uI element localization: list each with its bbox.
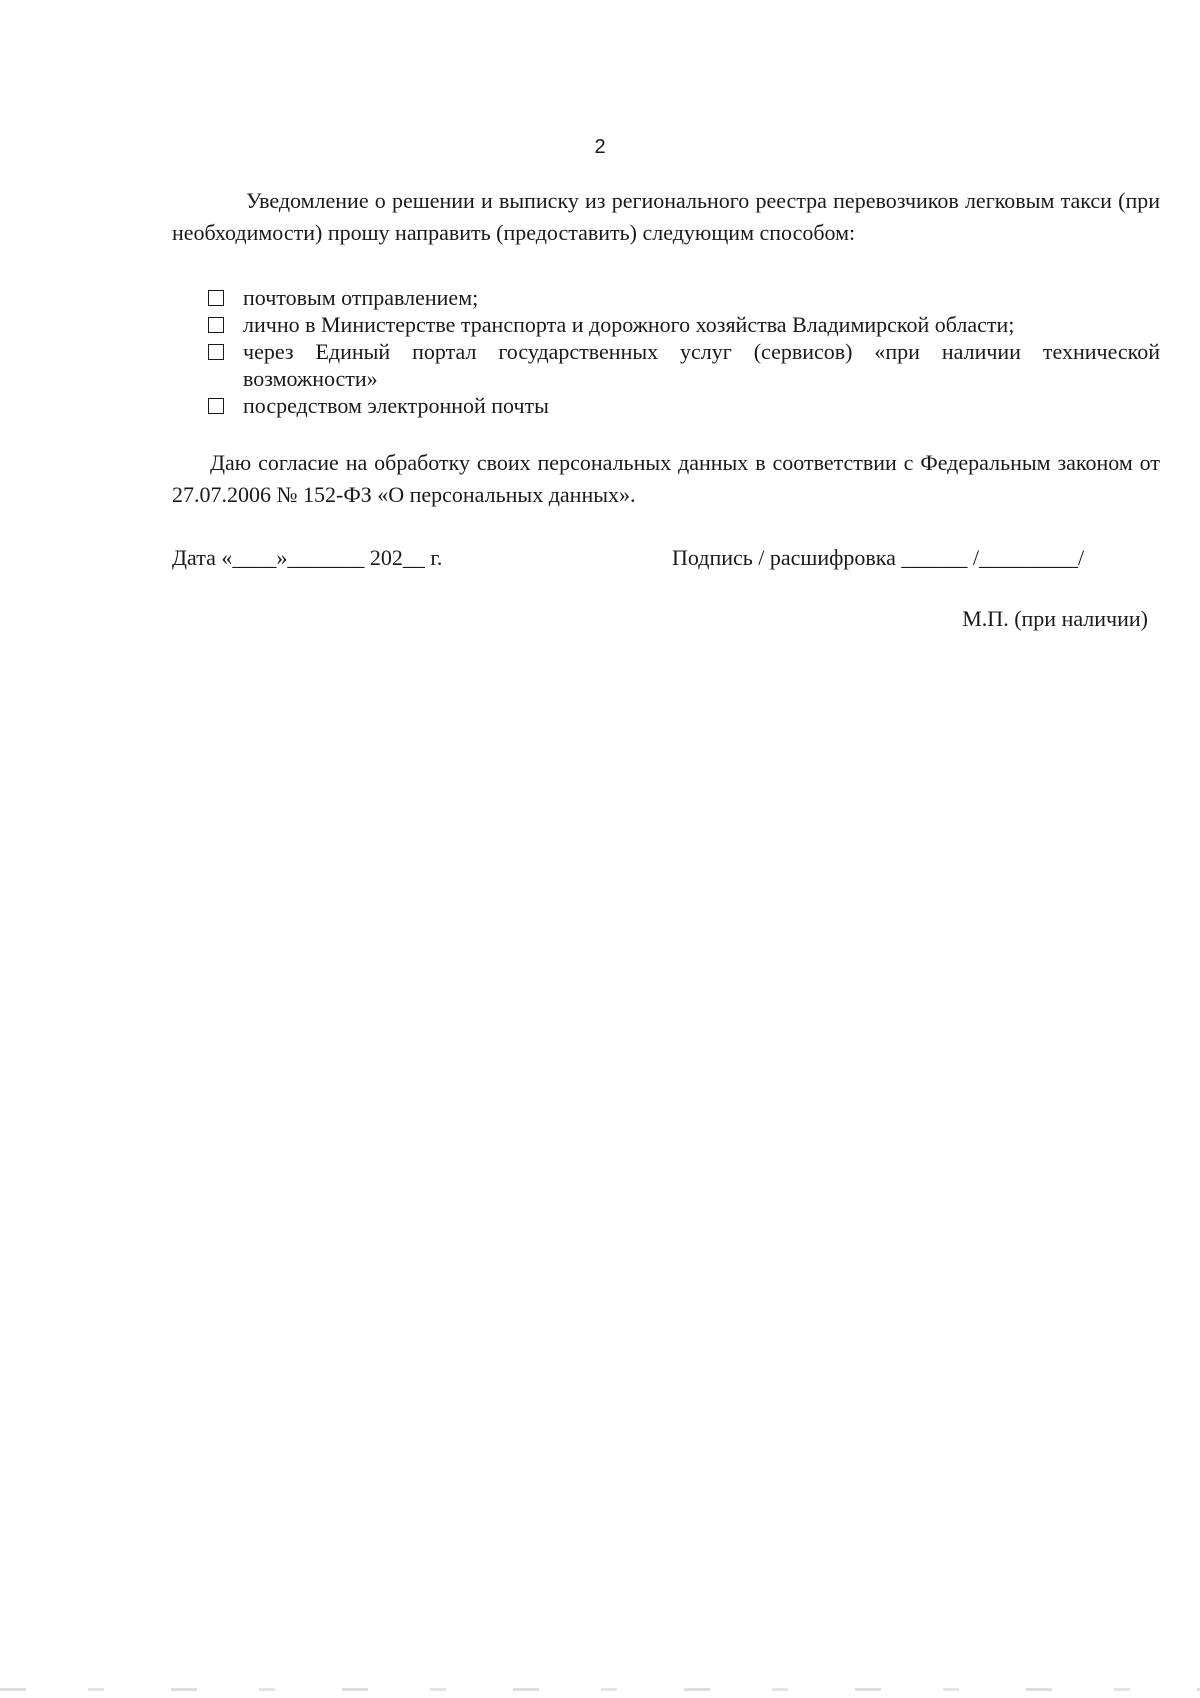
page-number: 2 bbox=[594, 136, 606, 158]
option-in-person[interactable] bbox=[208, 311, 1160, 338]
scan-edge-artifact bbox=[0, 1688, 1200, 1691]
option-gosuslugi-label: через Единый портал государственных услуг (сервисов) «при наличии технической возможности» bbox=[243, 339, 1160, 391]
option-gosuslugi[interactable] bbox=[208, 338, 1160, 392]
option-mail[interactable] bbox=[208, 284, 1160, 311]
signature-row bbox=[172, 542, 1160, 574]
option-email-label: посредством электронной почты bbox=[243, 393, 549, 418]
date-field[interactable]: Дата «____»_______ 202__ г. bbox=[172, 545, 443, 570]
signature-field[interactable]: Подпись / расшифровка ______ /_________/ bbox=[672, 545, 1085, 570]
stamp-placeholder: М.П. (при наличии) bbox=[962, 606, 1148, 631]
option-in-person-label: лично в Министерстве транспорта и дорожного хозяйства Владимирской области; bbox=[243, 312, 1015, 337]
option-email[interactable] bbox=[208, 392, 1160, 419]
option-mail-label: почтовым отправлением; bbox=[243, 285, 479, 310]
checkbox-gosuslugi[interactable] bbox=[208, 344, 224, 360]
checkbox-in-person[interactable] bbox=[208, 317, 224, 333]
checkbox-mail[interactable] bbox=[208, 290, 224, 306]
delivery-method-options bbox=[208, 284, 1160, 419]
personal-data-consent: Даю согласие на обработку своих персональных данных в соответствии с Федеральным законом от 27.07.2006 № 152-ФЗ «О персональных данных». bbox=[172, 450, 1160, 507]
delivery-method-intro: Уведомление о решении и выписку из регионального реестра перевозчиков легковым такси (при необходимости) прошу направить (предоставить) следующим способом: bbox=[172, 188, 1160, 245]
checkbox-email[interactable] bbox=[208, 398, 224, 414]
